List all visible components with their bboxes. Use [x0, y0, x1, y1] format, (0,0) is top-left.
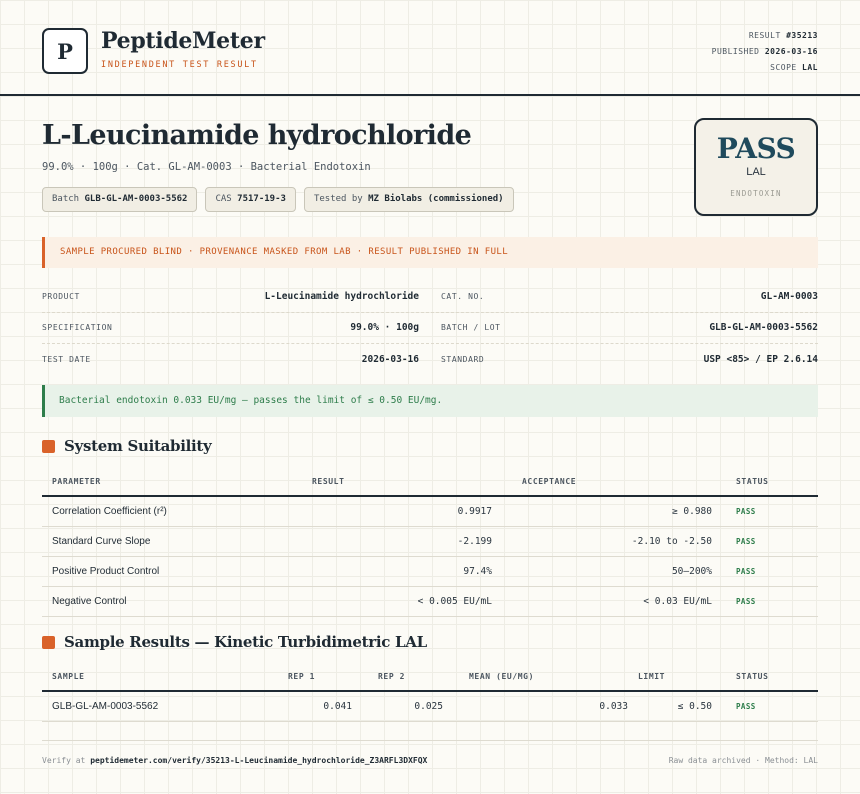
result-cell: -2.199 [302, 527, 502, 557]
rep1-cell: 0.041 [272, 691, 362, 722]
header-divider [0, 94, 860, 96]
batch-label: BATCH / LOT [441, 323, 501, 333]
column-header: LIMIT [638, 662, 722, 691]
verify-text [42, 756, 427, 765]
info-row [42, 313, 818, 345]
table-row [42, 557, 818, 587]
info-cell [441, 354, 818, 365]
status-badge: PASS [722, 691, 818, 722]
published-date: 2026-03-16 [764, 47, 818, 56]
verify-link[interactable]: peptidemeter.com/verify/35213-L-Leucinamide_hydrochloride_Z3ARFL3DXFQX [90, 756, 428, 765]
report-meta [712, 28, 818, 76]
info-grid [42, 281, 818, 375]
cat-label: CAT. NO. [441, 291, 485, 301]
status-badge: PASS [722, 496, 818, 527]
result-label: RESULT [748, 31, 781, 40]
page-subtitle: 99.0% · 100g · Cat. GL-AM-0003 · Bacterial Endotoxin [42, 161, 371, 173]
detail-chips [42, 187, 514, 212]
info-cell [441, 322, 818, 333]
column-header: PARAMETER [42, 467, 302, 496]
parameter-cell: Positive Product Control [42, 557, 302, 587]
result-summary: Bacterial endotoxin 0.033 EU/mg — passes the limit of ≤ 0.50 EU/mg. [42, 385, 818, 417]
sample-cell: GLB-GL-AM-0003-5562 [42, 691, 272, 722]
mean-cell: 0.033 [453, 691, 638, 722]
status-badge: PASS [722, 557, 818, 587]
published-label: PUBLISHED [711, 47, 760, 56]
rep2-cell: 0.025 [362, 691, 453, 722]
tested-by-chip-value: MZ Biolabs (commissioned) [368, 194, 504, 204]
parameter-cell: Standard Curve Slope [42, 527, 302, 557]
limit-cell: ≤ 0.50 [638, 691, 722, 722]
parameter-cell: Correlation Coefficient (r²) [42, 496, 302, 527]
spec-value: 99.0% · 100g [350, 322, 419, 334]
info-row [42, 281, 818, 313]
archive-note: Raw data archived · Method: LAL [668, 756, 818, 765]
column-header: STATUS [722, 662, 818, 691]
acceptance-cell: ≥ 0.980 [502, 496, 722, 527]
batch-chip-value: GLB-GL-AM-0003-5562 [84, 194, 188, 204]
info-cell [42, 322, 441, 333]
standard-label: STANDARD [441, 354, 485, 364]
acceptance-cell: 50–200% [502, 557, 722, 587]
date-value: 2026-03-16 [361, 353, 419, 365]
standard-value: USP <85> / EP 2.6.14 [703, 353, 818, 365]
column-header: ACCEPTANCE [502, 467, 722, 496]
samples-table [42, 662, 818, 722]
status-badge: PASS [722, 587, 818, 617]
table-header-row [42, 467, 818, 496]
stamp-test: ENDOTOXIN [730, 189, 782, 198]
samples-heading [42, 633, 427, 651]
suitability-heading [42, 437, 211, 455]
status-badge: PASS [722, 527, 818, 557]
batch-value: GLB-GL-AM-0003-5562 [709, 322, 818, 334]
section-marker-icon [42, 636, 55, 649]
cas-chip-value: 7517-19-3 [237, 194, 286, 204]
footer-divider [42, 740, 818, 741]
parameter-cell: Negative Control [42, 587, 302, 617]
batch-chip-label: Batch [52, 194, 80, 204]
verify-prefix: Verify at [42, 756, 86, 765]
scope-value: LAL [802, 63, 818, 72]
result-number: #35213 [786, 31, 818, 40]
acceptance-cell: -2.10 to -2.50 [502, 527, 722, 557]
cat-value: GL-AM-0003 [760, 290, 818, 302]
samples-title: Sample Results — Kinetic Turbidimetric LAL [64, 633, 427, 651]
spec-label: SPECIFICATION [42, 323, 113, 333]
suitability-title: System Suitability [64, 437, 212, 455]
acceptance-cell: < 0.03 EU/mL [502, 587, 722, 617]
cas-chip [205, 187, 295, 212]
tested-by-chip [304, 187, 514, 212]
column-header: RESULT [302, 467, 502, 496]
pass-stamp [694, 118, 818, 216]
footer [42, 756, 818, 765]
stamp-method: LAL [746, 166, 766, 178]
column-header: REP 2 [362, 662, 453, 691]
section-marker-icon [42, 440, 55, 453]
suitability-table [42, 467, 818, 617]
tested-by-chip-label: Tested by [313, 194, 363, 204]
info-cell [42, 354, 441, 365]
product-label: PRODUCT [42, 291, 80, 301]
stamp-verdict: PASS [716, 132, 796, 165]
provenance-alert: SAMPLE PROCURED BLIND · PROVENANCE MASKED FROM LAB · RESULT PUBLISHED IN FULL [42, 237, 818, 268]
table-row [42, 527, 818, 557]
info-cell [42, 291, 441, 302]
info-cell [441, 291, 818, 302]
column-header: REP 1 [272, 662, 362, 691]
table-row [42, 587, 818, 617]
info-row [42, 344, 818, 375]
table-header-row [42, 662, 818, 691]
column-header: SAMPLE [42, 662, 272, 691]
table-row [42, 496, 818, 527]
column-header: MEAN (EU/MG) [453, 662, 638, 691]
brand-tagline: INDEPENDENT TEST RESULT [101, 60, 258, 70]
cas-chip-label: CAS [215, 194, 232, 204]
result-cell: < 0.005 EU/mL [302, 587, 502, 617]
result-cell: 97.4% [302, 557, 502, 587]
product-value: L-Leucinamide hydrochloride [264, 290, 419, 302]
result-cell: 0.9917 [302, 496, 502, 527]
column-header: STATUS [722, 467, 818, 496]
table-row [42, 691, 818, 722]
date-label: TEST DATE [42, 354, 91, 364]
brand-name: PeptideMeter [101, 28, 265, 54]
scope-label: SCOPE [770, 63, 797, 72]
page-title: L-Leucinamide hydrochloride [42, 120, 472, 151]
brand-logo: P [42, 28, 88, 74]
batch-chip [42, 187, 197, 212]
